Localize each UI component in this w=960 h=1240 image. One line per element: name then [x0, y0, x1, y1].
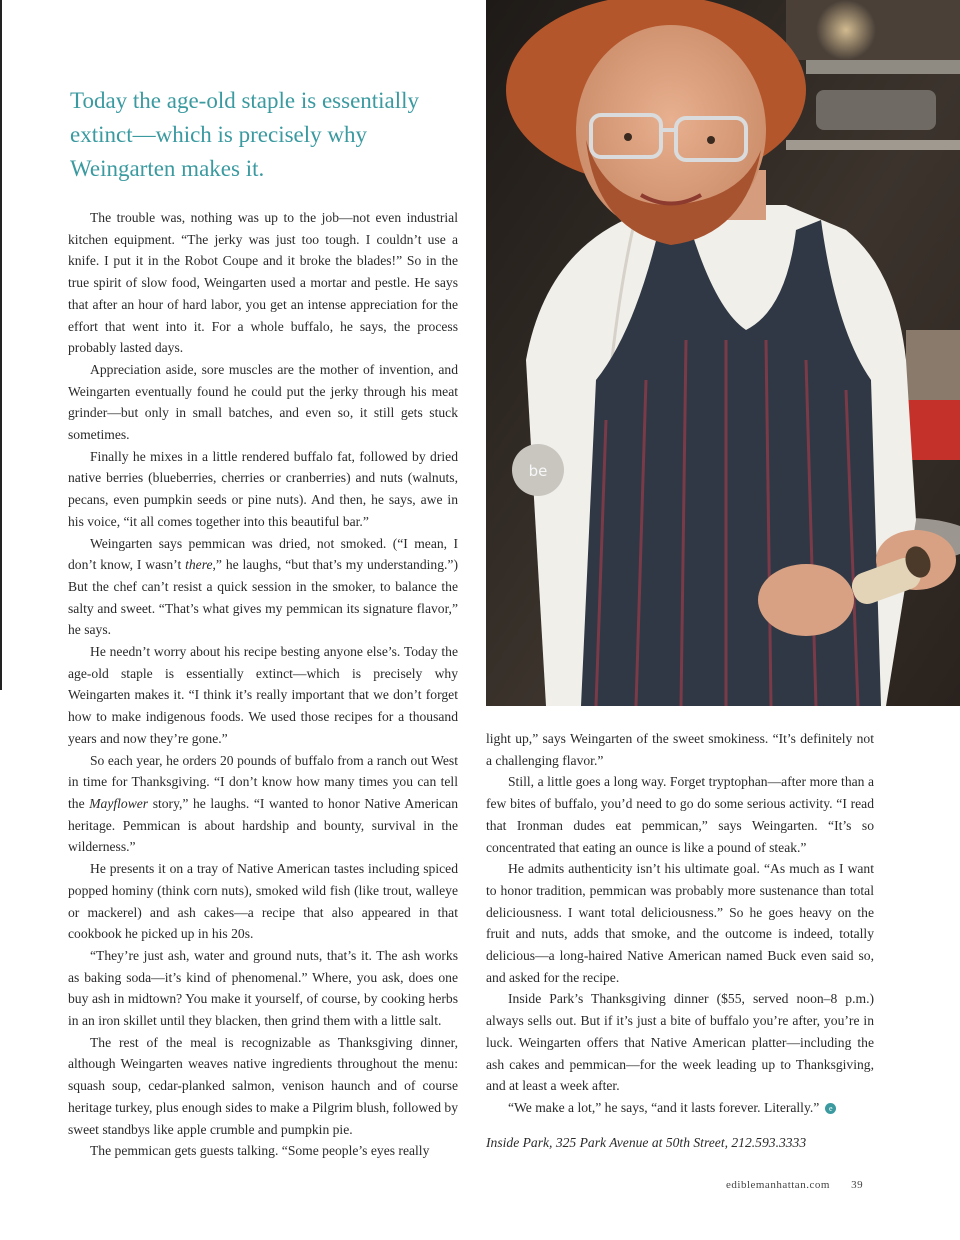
paragraph-text: He presents it on a tray of Native American tastes including spiced popped hominy (think corn nuts), smoked wild fish (like trout, walleye or mackerel) and ash cakes—a recipe that also appeared in that cookbook he picked up in his 20s. [68, 861, 458, 942]
paragraph [486, 858, 874, 988]
paragraph [68, 858, 458, 945]
right-column [486, 728, 874, 1153]
paragraph [68, 641, 458, 750]
paragraph-text: Finally he mixes in a little rendered buffalo fat, followed by dried native berries (blueberries, cherries or cranberries) and nuts (walnuts, pecans, even pumpkin seeds or pine nuts). And then, he says, awe in his voice, “it all comes together into this beautiful bar.” [68, 448, 458, 529]
paragraph-text: Weingarten says pemmican was dried, not smoked. (“I mean, I don’t know, I wasn’t [68, 535, 458, 573]
paragraph [486, 771, 874, 858]
paragraph [68, 359, 458, 446]
chef-photo [486, 0, 960, 706]
venue-credit: Inside Park, 325 Park Avenue at 50th Street, 212.593.3333 [486, 1134, 807, 1150]
paragraph-text: ,” he laughs, “but that’s my understanding.”) But the chef can’t resist a quick session in the smoker, to balance the salty and sweet. “That’s what gives my pemmican its signature flavor,” he says. [68, 557, 458, 638]
paragraph [68, 750, 458, 859]
paragraph-text: The rest of the meal is recognizable as Thanksgiving dinner, although Weingarten weaves native ingredients throughout the menu: squash soup, cedar-planked salmon, venison haunch and of course heritage turkey, plus enough sides to make a Pilgrim blush, followed by sweet standbys like apple crumble and pumpkin pie. [68, 1034, 458, 1137]
left-column [68, 207, 458, 1162]
page-edge-rule [0, 0, 2, 690]
page-number: 39 [851, 1179, 864, 1191]
apron-logo-text: be [528, 462, 548, 480]
paragraph-text: light up,” says Weingarten of the sweet smokiness. “It’s definitely not a challenging flavor.” [486, 731, 874, 768]
paragraph-text: story,” he laughs. “I wanted to honor Native American heritage. Pemmican is about hardship and bounty, survival in the wilderness.” [68, 795, 458, 855]
paragraph-text: Appreciation aside, sore muscles are the mother of invention, and Weingarten eventually found he could put the jerky through his meat grinder—but only in small batches, and even so, it still gets stuck sometimes. [68, 361, 458, 443]
footer-site: ediblemanhattan.com [726, 1179, 830, 1191]
paragraph-text: Still, a little goes a long way. Forget tryptophan—after more than a few bites of buffalo, you’d need to go do some serious activity. “I read that Ironman dudes eat pemmican,” says Weingarten. “It’s so concentrated that eating an ounce is like a pound of steak.” [486, 774, 874, 855]
paragraph [68, 207, 458, 359]
paragraph-text: Inside Park’s Thanksgiving dinner ($55, served noon–8 p.m.) always sells out. But if it’s just a bite of buffalo you’re after, you’re in luck. Weingarten offers that Native American platter—including the ash cakes and pemmican—for the week leading up to Thanksgiving, and at least a week after. [486, 991, 874, 1094]
paragraph [486, 988, 874, 1097]
paragraph-text: So each year, he orders 20 pounds of buffalo from a ranch out West in time for Thanksgiving. “I don’t know how many times you can tell the [68, 752, 458, 811]
paragraph [68, 533, 458, 642]
paragraph [486, 728, 874, 771]
paragraph [68, 446, 458, 533]
paragraph-text: “They’re just ash, water and ground nuts, that’s it. The ash works as baking soda—it’s kind of phenomenal.” Where, you ask, does one buy ash in midtown? You make it yourself, of course, by cooking herbs in an iron skillet until they blacken, then grind them with a little salt. [68, 947, 458, 1029]
page-footer [726, 1179, 863, 1191]
paragraph-text: “We make a lot,” he says, “and it lasts forever. Literally.” [508, 1099, 820, 1115]
italic-text: there [185, 557, 213, 573]
paragraph [68, 1032, 458, 1141]
paragraph-text: He admits authenticity isn’t his ultimate goal. “As much as I want to honor tradition, pemmican was probably more sustenance than total deliciousness. I want total deliciousness.” So he goes heavy on the fruit and nuts, adds that smoke, and the outcome is indeed, totally delicious—a long-haired Native American named Buck even said so, and asked for the recipe. [486, 861, 874, 985]
paragraph-text: He needn’t worry about his recipe besting anyone else’s. Today the age-old staple is essentially extinct—which is precisely why Weingarten makes it. “I think it’s really important that we don’t forget how to make indigenous foods. We used those recipes for a thousand years and now they’re gone.” [68, 644, 458, 746]
end-mark-icon: e [825, 1103, 836, 1114]
paragraph [486, 1097, 874, 1119]
pull-quote: Today the age-old staple is essentially extinct—which is precisely why Weingarten makes it. [70, 88, 420, 181]
paragraph [68, 945, 458, 1032]
paragraph-text: The trouble was, nothing was up to the job—not even industrial kitchen equipment. “The jerky was just too tough. I couldn’t use a knife. I put it in the Robot Coupe and it broke the blades!” So in the true spirit of slow food, Weingarten used a mortar and pestle. He says that after an hour of hard labor, you get an intense appreciation for the effort that went into it. For a whole buffalo, he says, the process probably lasted days. [68, 210, 458, 356]
paragraph [68, 1140, 458, 1162]
italic-text: Mayflower [89, 795, 149, 811]
paragraph-text: The pemmican gets guests talking. “Some people’s eyes really [90, 1143, 430, 1159]
